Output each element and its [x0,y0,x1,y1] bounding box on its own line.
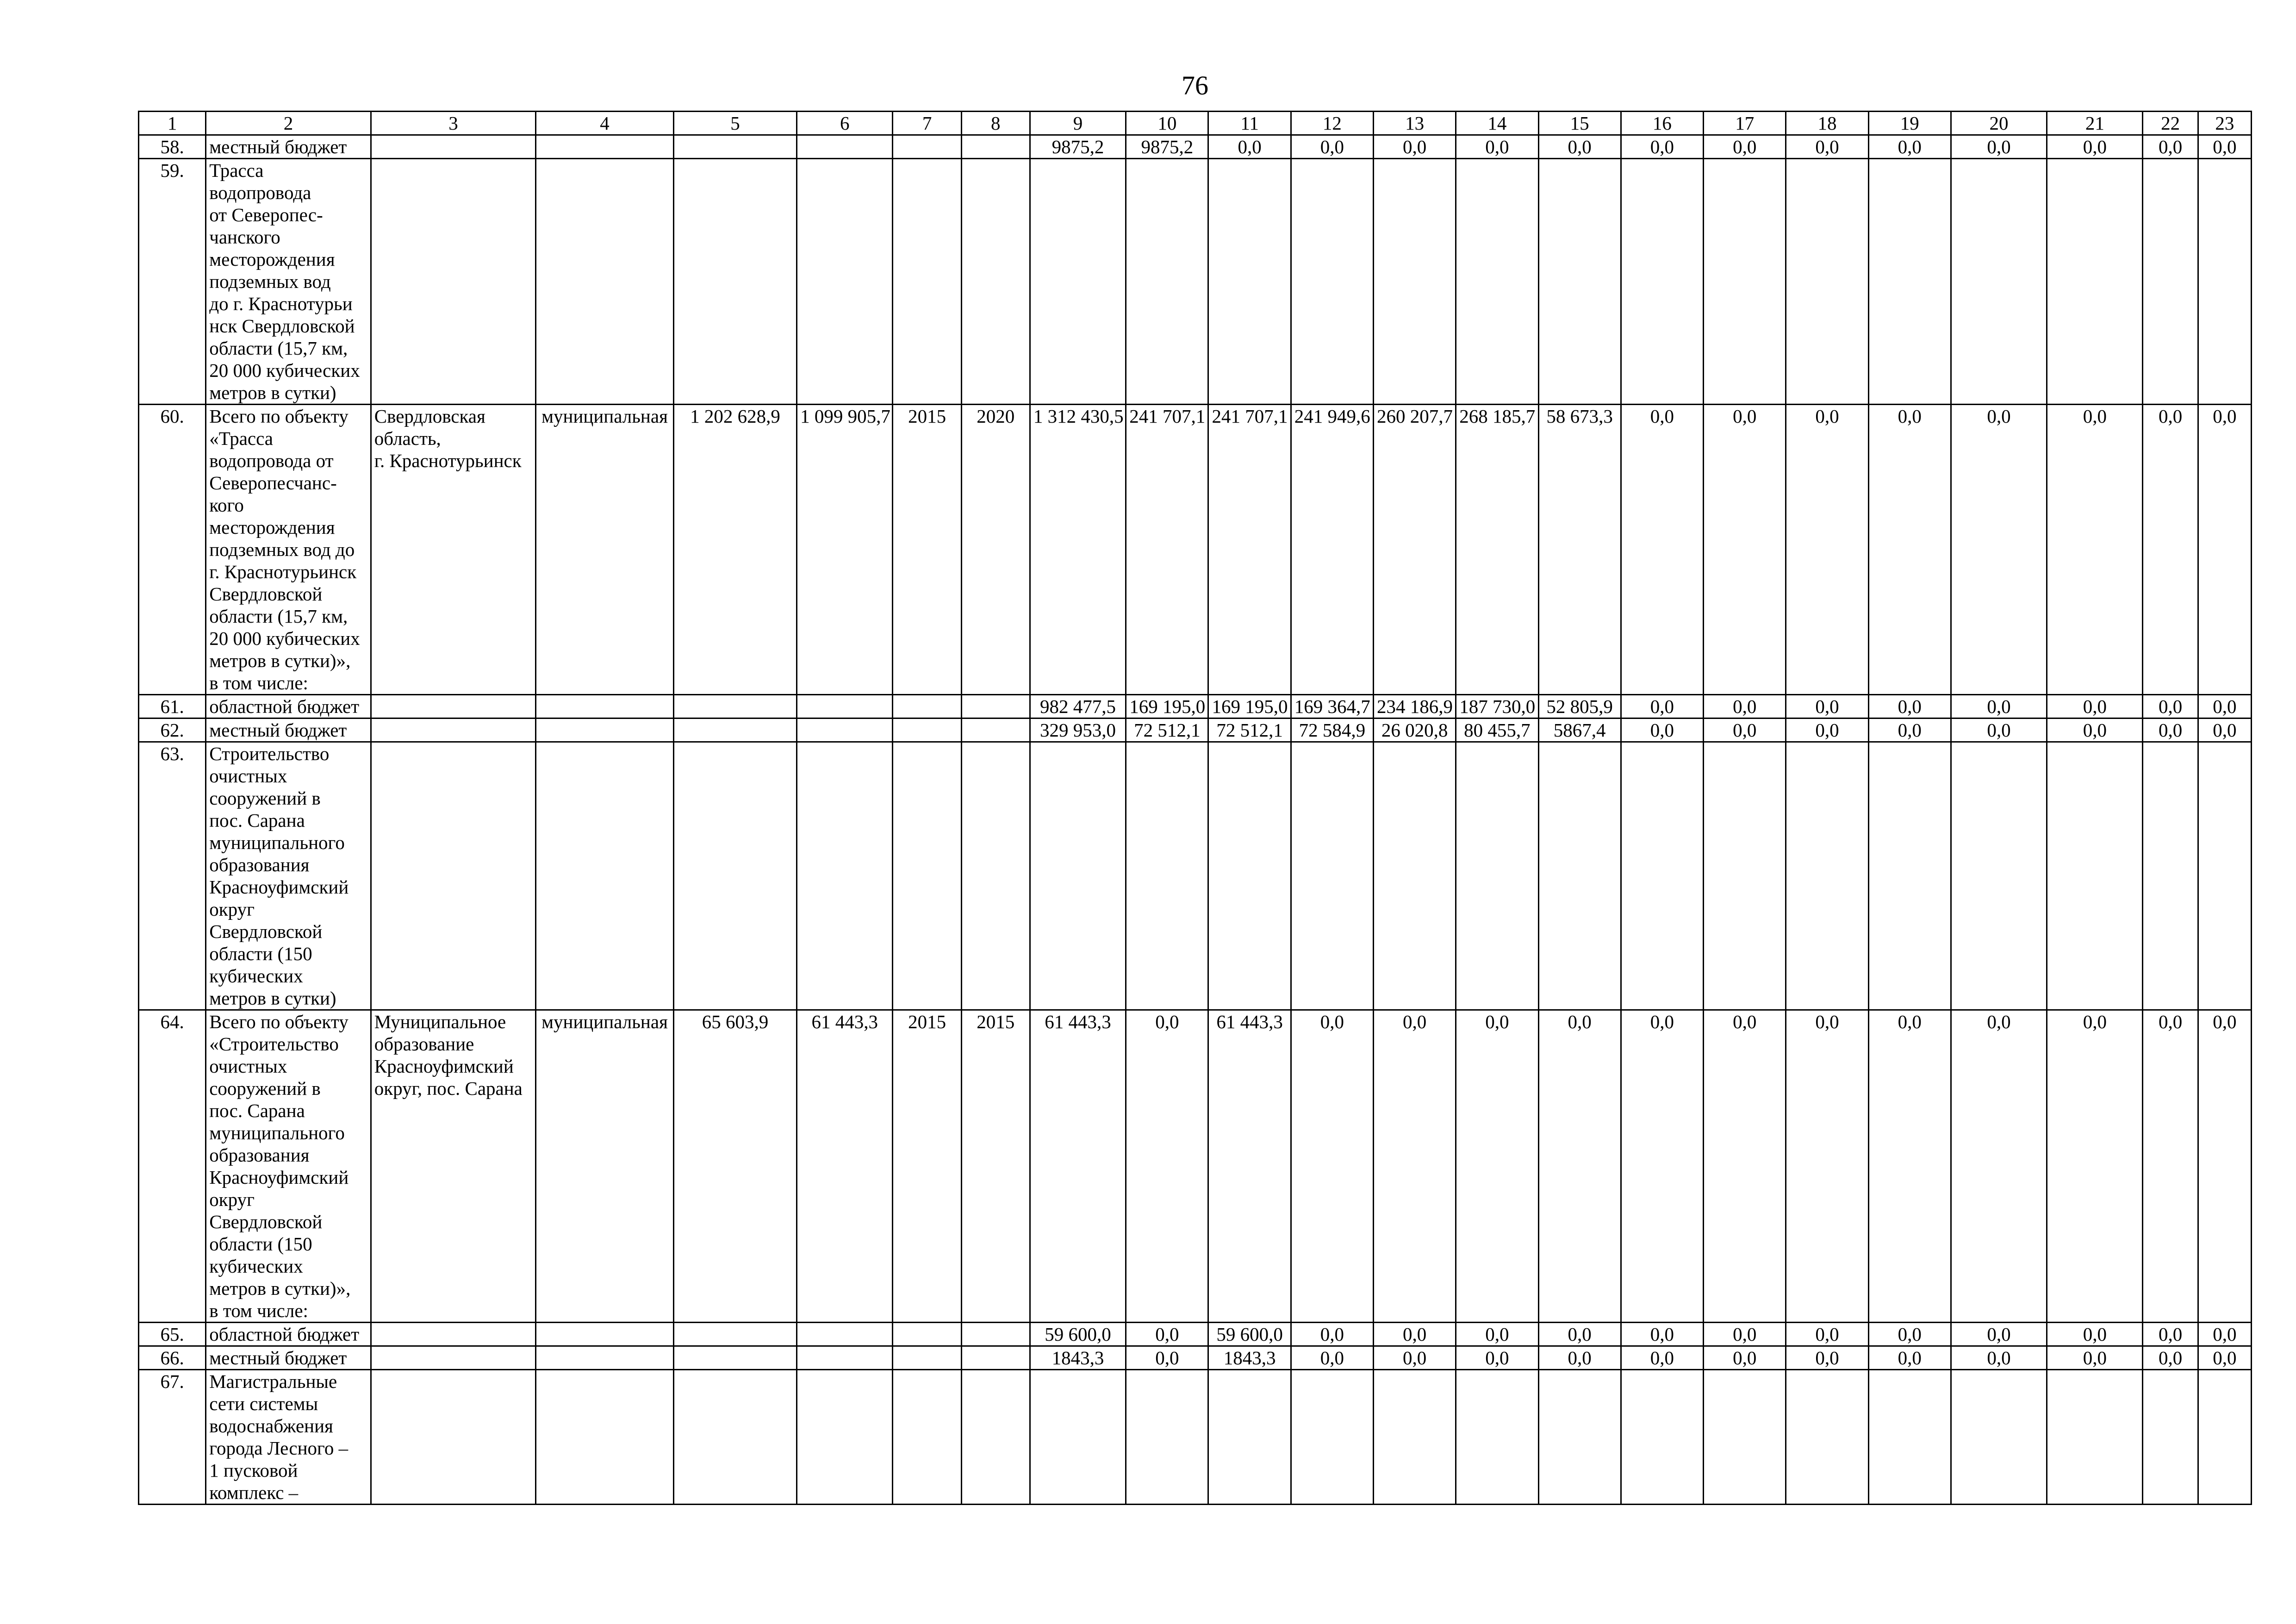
value-col-10: 241 707,1 [1126,405,1208,695]
ownership-form [536,742,673,1010]
value-col-10: 169 195,0 [1126,695,1208,718]
value-col-11 [1208,742,1291,1010]
row-number: 60. [139,405,206,695]
value-col-19: 0,0 [1868,1010,1951,1323]
value-col-20: 0,0 [1951,1010,2047,1323]
value-col-11: 1843,3 [1208,1346,1291,1370]
start-year [893,1370,961,1505]
value-col-10: 0,0 [1126,1346,1208,1370]
remaining-cost [797,135,893,159]
value-col-23: 0,0 [2198,695,2251,718]
start-year [893,159,961,405]
value-col-10 [1126,742,1208,1010]
column-number-13: 13 [1374,112,1456,135]
value-col-20: 0,0 [1951,1346,2047,1370]
ownership-form [536,718,673,742]
column-number-19: 19 [1868,112,1951,135]
value-col-23: 0,0 [2198,718,2251,742]
estimated-cost [673,1323,796,1346]
value-col-15: 0,0 [1538,1323,1621,1346]
value-col-14: 80 455,7 [1456,718,1538,742]
value-col-19: 0,0 [1868,718,1951,742]
value-col-20: 0,0 [1951,1323,2047,1346]
value-col-16: 0,0 [1621,1010,1703,1323]
value-col-13: 0,0 [1374,1323,1456,1346]
value-col-22: 0,0 [2143,405,2198,695]
value-col-20 [1951,1370,2047,1505]
value-col-14 [1456,159,1538,405]
value-col-18 [1786,742,1868,1010]
value-col-16: 0,0 [1621,1346,1703,1370]
estimated-cost [673,695,796,718]
remaining-cost: 1 099 905,7 [797,405,893,695]
value-col-16 [1621,1370,1703,1505]
object-name: местный бюджет [206,135,371,159]
value-col-9 [1030,742,1126,1010]
end-year [961,1323,1030,1346]
column-number-18: 18 [1786,112,1868,135]
start-year [893,742,961,1010]
column-number-16: 16 [1621,112,1703,135]
row-number: 62. [139,718,206,742]
value-col-9 [1030,159,1126,405]
estimated-cost: 65 603,9 [673,1010,796,1323]
value-col-17: 0,0 [1704,1346,1786,1370]
column-number-15: 15 [1538,112,1621,135]
column-number-17: 17 [1704,112,1786,135]
value-col-12: 0,0 [1291,1346,1373,1370]
value-col-9: 1 312 430,5 [1030,405,1126,695]
value-col-13: 0,0 [1374,1010,1456,1323]
remaining-cost: 61 443,3 [797,1010,893,1323]
value-col-12: 169 364,7 [1291,695,1373,718]
table-body [139,112,2252,1505]
row-number: 64. [139,1010,206,1323]
value-col-16: 0,0 [1621,1323,1703,1346]
value-col-23: 0,0 [2198,1346,2251,1370]
value-col-17: 0,0 [1704,405,1786,695]
value-col-14: 0,0 [1456,1010,1538,1323]
ownership-form [536,695,673,718]
object-name: Магистральные сети системы водоснабжения города Лесного – 1 пусковой комплекс – [206,1370,371,1505]
value-col-10: 72 512,1 [1126,718,1208,742]
value-col-11: 72 512,1 [1208,718,1291,742]
remaining-cost [797,718,893,742]
row-number: 65. [139,1323,206,1346]
estimated-cost [673,1346,796,1370]
value-col-13 [1374,1370,1456,1505]
start-year [893,135,961,159]
value-col-16 [1621,159,1703,405]
column-number-23: 23 [2198,112,2251,135]
table-row [139,1323,2252,1346]
value-col-23: 0,0 [2198,1010,2251,1323]
value-col-15: 58 673,3 [1538,405,1621,695]
value-col-13 [1374,742,1456,1010]
row-number: 59. [139,159,206,405]
value-col-19: 0,0 [1868,1323,1951,1346]
estimated-cost [673,1370,796,1505]
value-col-18 [1786,1370,1868,1505]
object-location: Свердловская область, г. Краснотурьинск [371,405,536,695]
value-col-10 [1126,159,1208,405]
value-col-10: 9875,2 [1126,135,1208,159]
column-number-11: 11 [1208,112,1291,135]
value-col-13: 260 207,7 [1374,405,1456,695]
start-year: 2015 [893,405,961,695]
column-number-21: 21 [2047,112,2143,135]
column-number-5: 5 [673,112,796,135]
value-col-17: 0,0 [1704,135,1786,159]
value-col-18: 0,0 [1786,718,1868,742]
value-col-17 [1704,1370,1786,1505]
value-col-20 [1951,742,2047,1010]
ownership-form [536,159,673,405]
remaining-cost [797,1323,893,1346]
row-number: 67. [139,1370,206,1505]
column-number-12: 12 [1291,112,1373,135]
estimated-cost [673,742,796,1010]
value-col-21 [2047,1370,2143,1505]
table-row [139,1010,2252,1323]
column-number-1: 1 [139,112,206,135]
value-col-21: 0,0 [2047,135,2143,159]
column-number-22: 22 [2143,112,2198,135]
value-col-14: 0,0 [1456,1323,1538,1346]
object-name: местный бюджет [206,718,371,742]
end-year [961,159,1030,405]
value-col-18: 0,0 [1786,1346,1868,1370]
value-col-10: 0,0 [1126,1010,1208,1323]
value-col-22 [2143,742,2198,1010]
value-col-9: 329 953,0 [1030,718,1126,742]
remaining-cost [797,159,893,405]
remaining-cost [797,1370,893,1505]
value-col-10 [1126,1370,1208,1505]
value-col-19 [1868,159,1951,405]
value-col-17: 0,0 [1704,1323,1786,1346]
value-col-23 [2198,159,2251,405]
column-number-14: 14 [1456,112,1538,135]
value-col-20: 0,0 [1951,405,2047,695]
value-col-23: 0,0 [2198,405,2251,695]
value-col-12: 72 584,9 [1291,718,1373,742]
value-col-13: 26 020,8 [1374,718,1456,742]
start-year [893,695,961,718]
value-col-12 [1291,159,1373,405]
column-number-4: 4 [536,112,673,135]
object-name: Всего по объекту «Трасса водопровода от Северопесчанс- кого месторождения подземных вод до г. Краснотурьинск Свердловской области (15,7 км, 20 000 кубических метров в сутки)», в том числе: [206,405,371,695]
start-year [893,718,961,742]
value-col-11 [1208,1370,1291,1505]
value-col-15: 0,0 [1538,1010,1621,1323]
table-row [139,742,2252,1010]
value-col-16: 0,0 [1621,135,1703,159]
value-col-11: 241 707,1 [1208,405,1291,695]
value-col-17: 0,0 [1704,1010,1786,1323]
value-col-23: 0,0 [2198,1323,2251,1346]
value-col-9: 982 477,5 [1030,695,1126,718]
object-location [371,159,536,405]
value-col-17 [1704,742,1786,1010]
value-col-18 [1786,159,1868,405]
value-col-20: 0,0 [1951,718,2047,742]
value-col-18: 0,0 [1786,1010,1868,1323]
value-col-18: 0,0 [1786,405,1868,695]
value-col-10: 0,0 [1126,1323,1208,1346]
value-col-22: 0,0 [2143,695,2198,718]
object-location [371,135,536,159]
row-number: 66. [139,1346,206,1370]
end-year: 2015 [961,1010,1030,1323]
table-row [139,1346,2252,1370]
value-col-22: 0,0 [2143,135,2198,159]
value-col-19 [1868,1370,1951,1505]
end-year [961,1346,1030,1370]
remaining-cost [797,695,893,718]
column-number-2: 2 [206,112,371,135]
value-col-23 [2198,1370,2251,1505]
start-year: 2015 [893,1010,961,1323]
estimated-cost [673,159,796,405]
estimated-cost: 1 202 628,9 [673,405,796,695]
ownership-form [536,1346,673,1370]
value-col-16: 0,0 [1621,718,1703,742]
ownership-form [536,135,673,159]
value-col-15: 52 805,9 [1538,695,1621,718]
column-number-20: 20 [1951,112,2047,135]
value-col-21 [2047,742,2143,1010]
value-col-21: 0,0 [2047,718,2143,742]
value-col-18: 0,0 [1786,1323,1868,1346]
table-row [139,135,2252,159]
investment-table [138,111,2252,1505]
column-number-8: 8 [961,112,1030,135]
value-col-15: 0,0 [1538,1346,1621,1370]
object-location [371,1370,536,1505]
ownership-form [536,1370,673,1505]
value-col-11 [1208,159,1291,405]
column-number-7: 7 [893,112,961,135]
value-col-15 [1538,159,1621,405]
value-col-16 [1621,742,1703,1010]
object-location [371,742,536,1010]
value-col-15 [1538,1370,1621,1505]
value-col-12 [1291,1370,1373,1505]
value-col-11: 169 195,0 [1208,695,1291,718]
value-col-21: 0,0 [2047,1323,2143,1346]
value-col-15: 5867,4 [1538,718,1621,742]
value-col-18: 0,0 [1786,135,1868,159]
value-col-23 [2198,742,2251,1010]
remaining-cost [797,742,893,1010]
value-col-21: 0,0 [2047,1346,2143,1370]
column-number-row [139,112,2252,135]
object-name: Всего по объекту «Строительство очистных сооружений в пос. Сарана муниципального образования Красноуфимский округ Свердловской области (150 кубических метров в сутки)», в том числе: [206,1010,371,1323]
object-location [371,1323,536,1346]
end-year [961,718,1030,742]
estimated-cost [673,718,796,742]
value-col-19: 0,0 [1868,1346,1951,1370]
value-col-12: 0,0 [1291,135,1373,159]
value-col-11: 0,0 [1208,135,1291,159]
value-col-20: 0,0 [1951,695,2047,718]
value-col-14: 0,0 [1456,135,1538,159]
value-col-14: 0,0 [1456,1346,1538,1370]
column-number-3: 3 [371,112,536,135]
column-number-10: 10 [1126,112,1208,135]
value-col-22: 0,0 [2143,1010,2198,1323]
object-location [371,695,536,718]
end-year: 2020 [961,405,1030,695]
value-col-9: 9875,2 [1030,135,1126,159]
value-col-19: 0,0 [1868,695,1951,718]
value-col-22 [2143,159,2198,405]
value-col-14 [1456,742,1538,1010]
object-name: Трасса водопровода от Северопес- чанского месторождения подземных вод до г. Краснотурьи нск Свердловской области (15,7 км, 20 000 кубических метров в сутки) [206,159,371,405]
value-col-16: 0,0 [1621,405,1703,695]
estimated-cost [673,135,796,159]
table-row [139,405,2252,695]
value-col-21: 0,0 [2047,695,2143,718]
value-col-13: 0,0 [1374,1346,1456,1370]
value-col-17: 0,0 [1704,718,1786,742]
value-col-21: 0,0 [2047,1010,2143,1323]
value-col-11: 59 600,0 [1208,1323,1291,1346]
end-year [961,695,1030,718]
end-year [961,1370,1030,1505]
value-col-17: 0,0 [1704,695,1786,718]
value-col-15 [1538,742,1621,1010]
row-number: 61. [139,695,206,718]
value-col-16: 0,0 [1621,695,1703,718]
object-name: Строительство очистных сооружений в пос. Сарана муниципального образования Красноуфимский округ Свердловской области (150 кубических метров в сутки) [206,742,371,1010]
value-col-12: 241 949,6 [1291,405,1373,695]
value-col-9: 1843,3 [1030,1346,1126,1370]
end-year [961,742,1030,1010]
value-col-14: 268 185,7 [1456,405,1538,695]
value-col-9: 59 600,0 [1030,1323,1126,1346]
object-location [371,1346,536,1370]
table-row [139,159,2252,405]
value-col-9: 61 443,3 [1030,1010,1126,1323]
table-row [139,718,2252,742]
object-name: областной бюджет [206,695,371,718]
row-number: 58. [139,135,206,159]
value-col-12 [1291,742,1373,1010]
value-col-14: 187 730,0 [1456,695,1538,718]
ownership-form: муниципальная [536,1010,673,1323]
page-number: 76 [1182,70,1208,100]
ownership-form: муниципальная [536,405,673,695]
object-location: Муниципальное образование Красноуфимский округ, пос. Сарана [371,1010,536,1323]
column-number-9: 9 [1030,112,1126,135]
value-col-18: 0,0 [1786,695,1868,718]
object-location [371,718,536,742]
start-year [893,1346,961,1370]
end-year [961,135,1030,159]
value-col-22: 0,0 [2143,718,2198,742]
value-col-22 [2143,1370,2198,1505]
value-col-19: 0,0 [1868,135,1951,159]
value-col-20: 0,0 [1951,135,2047,159]
table-row [139,1370,2252,1505]
value-col-12: 0,0 [1291,1010,1373,1323]
value-col-13 [1374,159,1456,405]
value-col-20 [1951,159,2047,405]
ownership-form [536,1323,673,1346]
table-row [139,695,2252,718]
value-col-11: 61 443,3 [1208,1010,1291,1323]
start-year [893,1323,961,1346]
value-col-15: 0,0 [1538,135,1621,159]
value-col-13: 0,0 [1374,135,1456,159]
value-col-12: 0,0 [1291,1323,1373,1346]
value-col-13: 234 186,9 [1374,695,1456,718]
value-col-19 [1868,742,1951,1010]
value-col-23: 0,0 [2198,135,2251,159]
value-col-14 [1456,1370,1538,1505]
remaining-cost [797,1346,893,1370]
object-name: областной бюджет [206,1323,371,1346]
value-col-21: 0,0 [2047,405,2143,695]
value-col-17 [1704,159,1786,405]
column-number-6: 6 [797,112,893,135]
value-col-21 [2047,159,2143,405]
value-col-22: 0,0 [2143,1346,2198,1370]
value-col-19: 0,0 [1868,405,1951,695]
object-name: местный бюджет [206,1346,371,1370]
value-col-9 [1030,1370,1126,1505]
value-col-22: 0,0 [2143,1323,2198,1346]
row-number: 63. [139,742,206,1010]
